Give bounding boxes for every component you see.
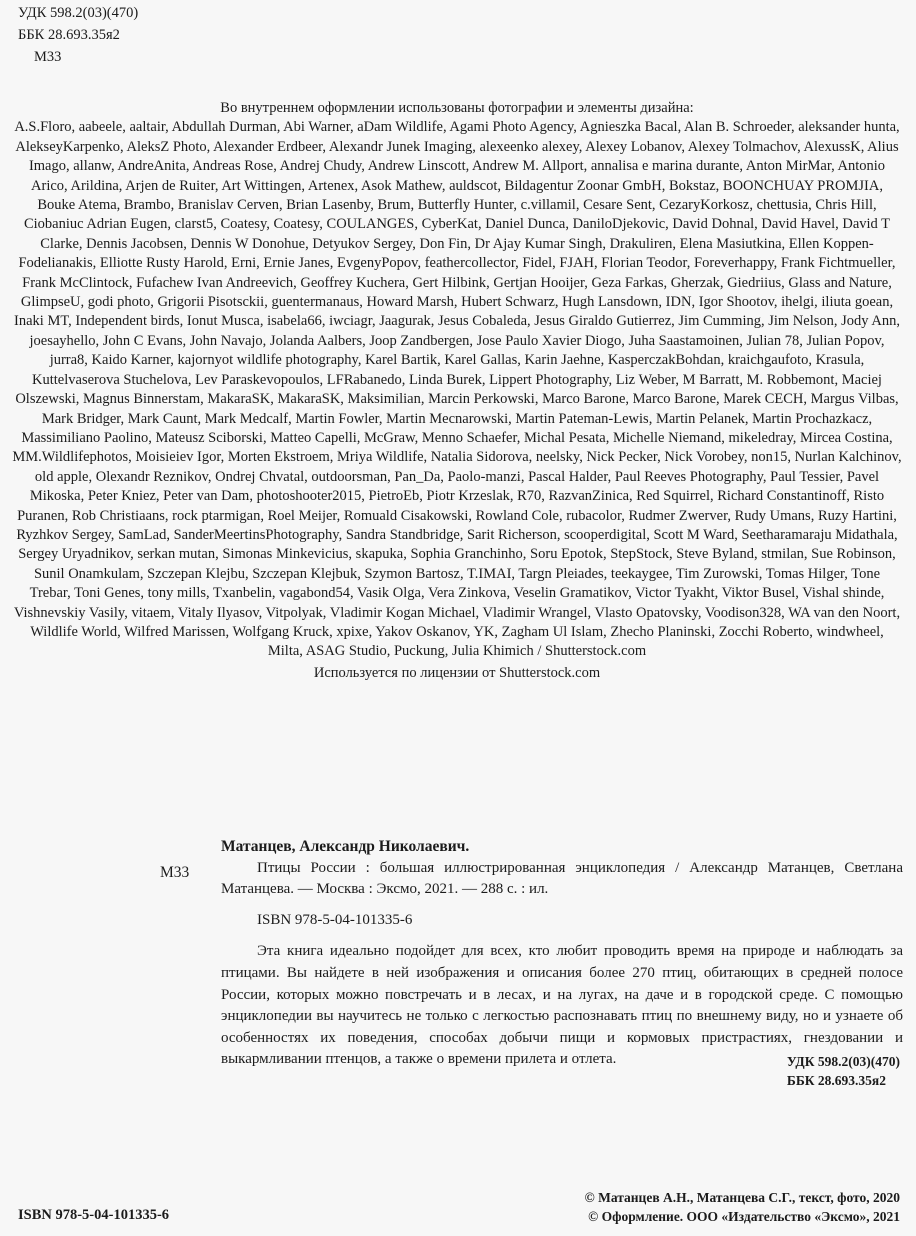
copyright-block <box>585 1189 900 1226</box>
catalog-author-mark: М33 <box>160 864 190 881</box>
book-annotation: Эта книга идеально подойдет для всех, кто любит проводить время на природе и наблюдать за птицами. Вы найдете в ней изображения и описания более 270 птиц, обитающих в средней полосе России, которых можно повстречать и в лесах, и на лугах, на даче и в городской среде. С помощью энциклопедии вы научитесь не только с легкостью распознавать птиц по внешнему виду, но и узнаете об особенностях их поведения, способах добычи пищи и кормовых пристрастиях, гнездовании и выкармливании птенцов, а также о времени прилета и отлета. <box>221 943 903 1068</box>
top-classification <box>18 2 138 68</box>
bbk-code: ББК 28.693.35я2 <box>18 27 120 43</box>
udc-code-bottom: УДК 598.2(03)(470) <box>786 1054 900 1069</box>
author-mark: М33 <box>34 49 62 65</box>
bottom-classification <box>787 1053 900 1090</box>
bbk-code-bottom: ББК 28.693.35я2 <box>786 1072 886 1088</box>
catalog-isbn: ISBN 978-5-04-101335-6 <box>257 911 413 928</box>
license-note: Используется по лицензии от Shutterstock.com <box>313 664 601 681</box>
photo-credits <box>12 99 902 683</box>
catalog-title: Птицы России : большая иллюстрированная энциклопедия / Александр Матанцев, Светлана Матанцева. — Москва : Эксмо, 2021. — 288 с. : ил. <box>221 859 903 898</box>
credits-intro: Во внутреннем оформлении использованы фотографии и элементы дизайна: <box>220 100 694 116</box>
footer-isbn: ISBN 978-5-04-101335-6 <box>18 1207 170 1223</box>
copyright-design: © Оформление. ООО «Издательство «Эксмо», 2021 <box>588 1208 900 1224</box>
catalog-card <box>221 836 903 1071</box>
udc-code: УДК 598.2(03)(470) <box>18 5 139 21</box>
catalog-author: Матанцев, Александр Николаевич. <box>221 838 470 855</box>
credits-names: A.S.Floro, aabeele, aaltair, Abdullah Durman, Abi Warner, aDam Wildlife, Agami Photo Agency, Agnieszka Bacal, Alan B. Schroeder, aleksander hunta, AlekseyKarpenko, AleksZ Photo, Alexander Erdbeer, Alexandr Junek Imaging, alexeenko alexey, Alexey Lobanov, Alexey Tolmachov, AlexussK, Alius Imago, allanw, AndreAnita, Andreas Rose, Andrej Chudy, Andrew Linscott, Andrew M. Allport, annalisa e marina durante, Anton MirMar, Antonio Arico, Arildina, Arjen de Ruiter, Art Wittingen, Artenex, Asok Mathew, auldscot, Bildagentur Zoonar GmbH, Bokstaz, BOONCHUAY PROMJIA, Bouke Atema, Brambo, Branislav Cerven, Brian Lasenby, Brum, Butterfly Hunter, c.villamil, Cesare Sent, CezaryKorkosz, chettusia, Chris Hill, Ciobaniuc Adrian Eugen, clarst5, Coatesy, Coatesy, COULANGES, CyberKat, Daniel Dunca, DaniloDjekovic, David Dohnal, David Havel, David T Clarke, Dennis Jacobsen, Dennis W Donohue, Detyukov Sergey, Don Fin, Dr Ajay Kumar Singh, Drakuliren, Elena Masiutkina, Ellen Koppen-Fodelianakis, Elliotte Rusty Harold, Erni, Ernie Janes, EvgenyPopov, feathercollector, Fidel, FJAH, Florian Teodor, Foreverhappy, Frank Fichtmueller, Frank McClintock, Fufachew Ivan Andreevich, Geoffrey Kuchera, Gert Hilbink, Gertjan Hooijer, Geza Farkas, Gherzak, Giedriius, Glass and Nature, GlimpseU, godi photo, Grigorii Pisotsckii, guentermanaus, Howard Marsh, Hubert Schwarz, Hugh Lansdown, IDN, Igor Shootov, ihelgi, iliuta goean, Inaki MT, Independent birds, Ionut Musca, isabela66, iwciagr, Jaagurak, Jesus Cobaleda, Jesus Giraldo Gutierrez, Jim Cumming, Jim Nelson, Jody Ann, joesayhello, John C Evans, John Navajo, Jolanda Aalbers, Joop Zandbergen, Jose Paulo Xavier Diogo, Juha Saastamoinen, Julian 78, Julian Popov, jurra8, Kaido Karner, kajornyot wildlife photography, Karel Bartik, Karel Gallas, Karin Jaehne, KasperczakBohdan, kraichgaufoto, Krasula, Kuttelvaserova Stuchelova, Lev Paraskevopoulos, LFRabanedo, Linda Burek, Lippert Photography, Liz Weber, M Barratt, M. Robbemont, Maciej Olszewski, Magnus Binnerstam, MakaraSK, MakaraSK, Maksimilian, Marcin Perkowski, Marco Barone, Marco Barone, Marek CECH, Margus Vilbas, Mark Bridger, Mark Caunt, Mark Medcalf, Martin Fowler, Martin Mecnarowski, Martin Pateman-Lewis, Martin Pelanek, Martin Prochazkacz, Massimiliano Paolino, Mateusz Sciborski, Matteo Capelli, McGraw, Menno Schaefer, Michal Pesata, Michelle Niemand, mikeledray, Mircea Costina, MM.Wildlifephotos, Moisieiev Igor, Morten Ekstroem, Mriya Wildlife, Natalia Sidorova, neelsky, Nick Pecker, Nick Vorobey, non15, Nurlan Kalchinov, old apple, Olexandr Reznikov, Ondrej Chvatal, outdoorsman, Pan_Da, Paolo-manzi, Pascal Halder, Paul Reeves Photography, Paul Tessier, Pavel Mikoska, Peter Kniez, Peter van Dam, photoshooter2015, PietroEb, Piotr Krzeslak, R70, RazvanZinica, Red Squirrel, Richard Constantinoff, Risto Puranen, Rob Christiaans, rock ptarmigan, Roel Meijer, Romuald Cisakowski, Rowland Cole, rubacolor, Rudmer Zwerver, Rudy Umans, Ruzy Hartini, Ryzhkov Sergey, SamLad, SanderMeertinsPhotography, Sandra Standbridge, Sarit Richerson, scooperdigital, Scott M Ward, Seetharamaraju Midathala, Sergey Uryadnikov, serkan mutan, Simonas Minkevicius, skapuka, Sophia Granchinho, Soru Epotok, StepStock, Steve Byland, stmilan, Sue Robinson, Sunil Onamkulam, Szczepan Klejbu, Szczepan Klejbuk, Szymon Bartosz, T.IMAI, Targn Pleiades, teekaygee, Tim Zurowski, Tomas Hilger, Tone Trebar, Toni Genes, tony mills, Txanbelin, vagabond54, Vasik Olga, Vera Zinkova, Veselin Gramatikov, Victor Tyakht, Viktor Busel, Vishal shinde, Vishnevskiy Vasily, vitaem, Vitaly Ilyasov, Vitpolyak, Vladimir Kogan Michael, Vladimir Wrangel, Vlasto Opatovsky, Voodison328, WA van den Noort, Wildlife World, Wilfred Marissen, Wolfgang Kruck, xpixe, Yakov Oskanov, YK, Zagham Ul Islam, Zhecho Planinski, Zocchi Roberto, windwheel, Milta, ASAG Studio, Puckung, Julia Khimich / Shutterstock.com <box>12 119 902 660</box>
copyright-authors: © Матанцев А.Н., Матанцева С.Г., текст, фото, 2020 <box>584 1190 900 1205</box>
